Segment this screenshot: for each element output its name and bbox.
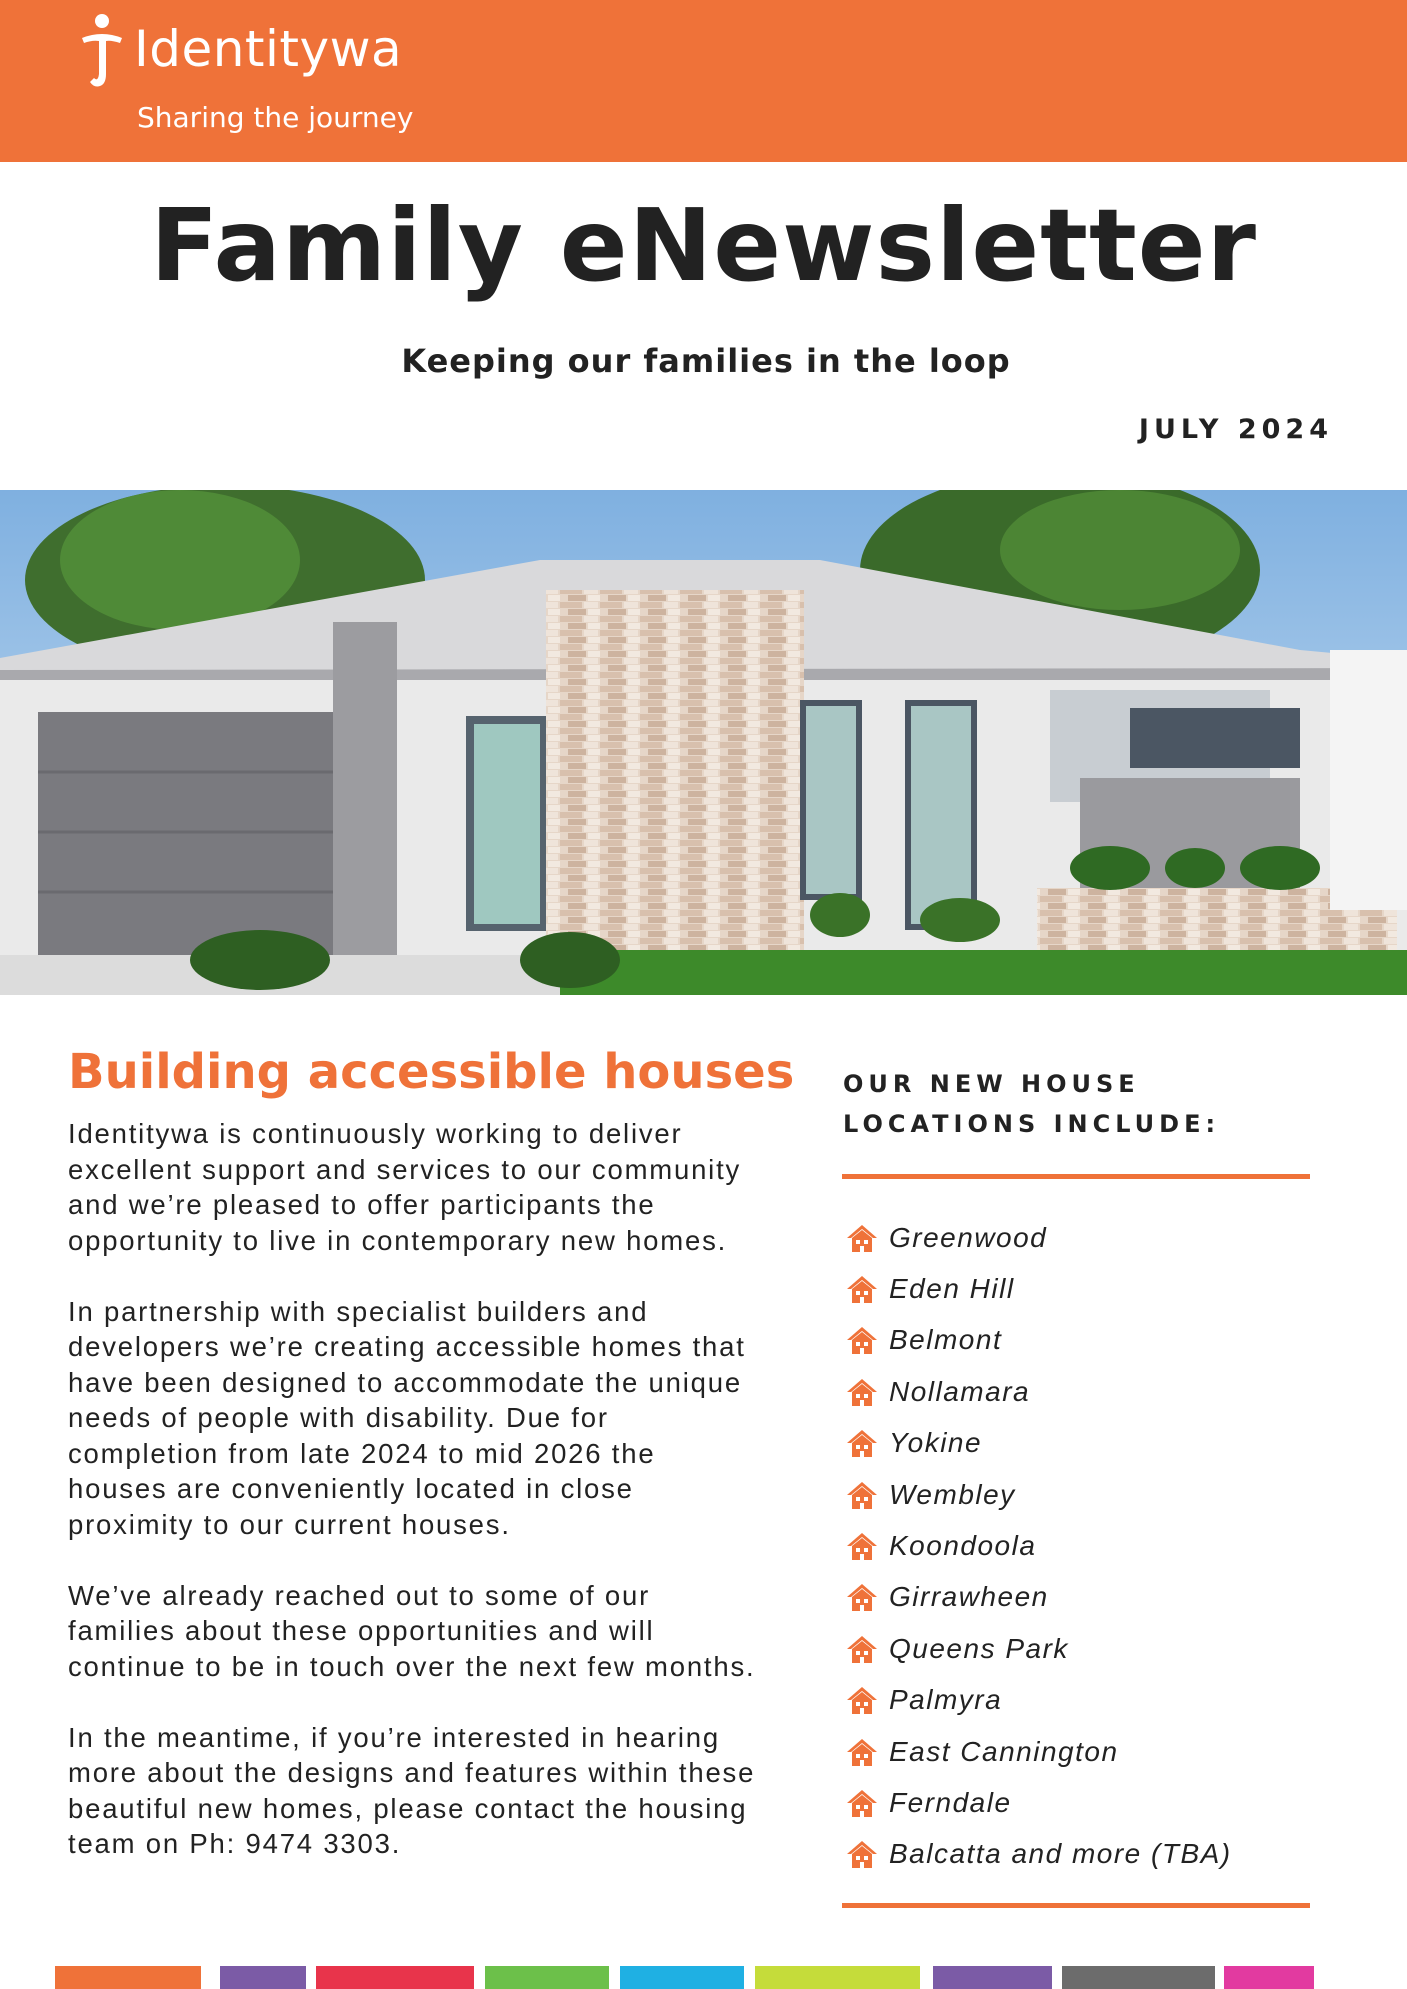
newsletter-subtitle: Keeping our families in the loop: [401, 342, 1011, 380]
location-item: [845, 1572, 1315, 1623]
color-strip-segment: [933, 1966, 1052, 1989]
home-icon: [845, 1426, 879, 1460]
location-item: [845, 1315, 1315, 1366]
location-item: [845, 1829, 1315, 1880]
locations-heading-line1: OUR NEW HOUSE: [843, 1070, 1140, 1098]
location-label: Greenwood: [889, 1221, 1048, 1253]
location-item: [845, 1366, 1315, 1417]
location-label: Palmyra: [889, 1684, 1003, 1716]
article-paragraph: In partnership with specialist builders and developers we’re creating accessible homes that have been designed to accommodate the unique needs of people with disability. Due for completion from late 2024 to mid 2026 the houses are conveniently located in close proximity to our current houses.: [68, 1295, 746, 1540]
location-label: Koondoola: [889, 1530, 1037, 1562]
location-label: Queens Park: [889, 1632, 1069, 1664]
article-body: [68, 1116, 758, 1897]
logo-figure-icon: [78, 12, 126, 88]
location-item: [845, 1675, 1315, 1726]
home-icon: [845, 1529, 879, 1563]
location-label: Eden Hill: [889, 1273, 1015, 1305]
location-item: [845, 1469, 1315, 1520]
location-label: Nollamara: [889, 1375, 1031, 1407]
location-label: Yokine: [889, 1427, 983, 1459]
home-icon: [845, 1632, 879, 1666]
brand-name: Identitywa: [134, 20, 403, 78]
locations-list: [845, 1212, 1315, 1880]
article-paragraph: In the meantime, if you’re interested in hearing more about the designs and features within these beautiful new homes, please contact the housing team on Ph: 9474 3303.: [68, 1721, 756, 1859]
brand-tagline: Sharing the journey: [137, 101, 414, 134]
article-heading: Building accessible houses: [68, 1044, 795, 1100]
color-strip-segment: [485, 1966, 609, 1989]
divider-bottom: [842, 1903, 1310, 1908]
locations-heading: [843, 1064, 1303, 1144]
location-item: [845, 1777, 1315, 1828]
location-item: [845, 1520, 1315, 1571]
home-icon: [845, 1683, 879, 1717]
color-strip-segment: [220, 1966, 306, 1989]
color-strip-segment: [55, 1966, 201, 1989]
location-label: Wembley: [889, 1478, 1016, 1510]
location-label: East Cannington: [889, 1735, 1119, 1767]
home-icon: [845, 1323, 879, 1357]
article-paragraph: Identitywa is continuously working to deliver excellent support and services to our community and we’re pleased to offer participants the opportunity to live in contemporary new homes.: [68, 1118, 742, 1256]
location-item: [845, 1212, 1315, 1263]
color-strip-segment: [1062, 1966, 1215, 1989]
newsletter-title: Family eNewsletter: [150, 187, 1257, 304]
location-item: [845, 1418, 1315, 1469]
header-banner: [0, 0, 1407, 162]
home-icon: [845, 1580, 879, 1614]
house-photo: [0, 490, 1407, 995]
home-icon: [845, 1735, 879, 1769]
home-icon: [845, 1837, 879, 1871]
home-icon: [845, 1375, 879, 1409]
home-icon: [845, 1478, 879, 1512]
color-strip-segment: [316, 1966, 474, 1989]
location-item: [845, 1623, 1315, 1674]
home-icon: [845, 1786, 879, 1820]
home-icon: [845, 1221, 879, 1255]
location-label: Ferndale: [889, 1786, 1012, 1818]
locations-heading-line2: LOCATIONS INCLUDE:: [843, 1110, 1221, 1138]
color-strip-segment: [620, 1966, 744, 1989]
color-strip-segment: [1224, 1966, 1314, 1989]
issue-date: JULY 2024: [1138, 414, 1333, 445]
location-label: Balcatta and more (TBA): [889, 1838, 1232, 1870]
divider-top: [842, 1174, 1310, 1179]
home-icon: [845, 1272, 879, 1306]
location-label: Girrawheen: [889, 1581, 1049, 1613]
article-paragraph: We’ve already reached out to some of our families about these opportunities and will continue to be in touch over the next few months.: [68, 1579, 756, 1682]
location-item: [845, 1263, 1315, 1314]
location-label: Belmont: [889, 1324, 1003, 1356]
location-item: [845, 1726, 1315, 1777]
color-strip-segment: [755, 1966, 920, 1989]
